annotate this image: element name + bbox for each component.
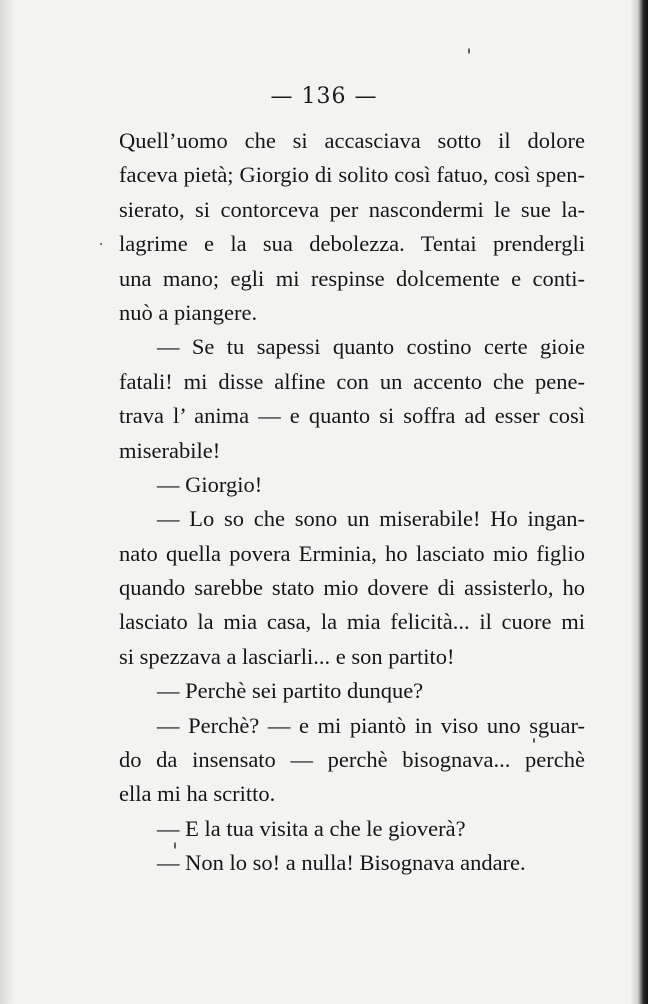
page-number: — 136 — (270, 84, 378, 109)
text-line: faceva pietà; Giorgio di solito così fatuo, così spen- (119, 162, 585, 188)
page-right-edge-shadow (630, 0, 648, 1004)
scan-speck (468, 48, 470, 54)
text-line: do da insensato — perchè bisognava... perchè (119, 747, 585, 773)
text-line: trava l’ anima — e quanto si soffra ad esser così (119, 403, 585, 429)
text-line: — Se tu sapessi quanto costino certe gioie (157, 334, 585, 360)
text-line: — Giorgio! (157, 471, 263, 497)
text-line: Quell’uomo che si accasciava sotto il dolore (119, 128, 585, 153)
text-line: lagrime e la sua debolezza. Tentai prendergli (119, 231, 585, 257)
text-line: miserabile! (119, 437, 221, 463)
scan-speck (533, 738, 535, 743)
text-line: una mano; egli mi respinse dolcemente e conti- (119, 265, 585, 291)
text-line: sierato, si contorceva per nascondermi le sue la- (119, 196, 585, 222)
text-line: nuò a piangere. (119, 299, 258, 325)
text-line: nato quella povera Erminia, ho lasciato mio figlio (119, 540, 585, 566)
text-line: quando sarebbe stato mio dovere di assisterlo, ho (119, 575, 585, 601)
text-line: — Perchè? — e mi piantò in viso uno sguar- (157, 712, 585, 738)
text-line: — Perchè sei partito dunque? (157, 678, 424, 704)
scan-speck (100, 243, 102, 245)
text-line: ella mi ha scritto. (119, 781, 276, 807)
text-line: lasciato la mia casa, la mia felicità... il cuore mi (119, 609, 585, 635)
text-line: — Non lo so! a nulla! Bisognava andare. (157, 850, 526, 876)
text-line: — E la tua visita a che le gioverà? (157, 815, 466, 841)
text-line: si spezzava a lasciarli... e son partito! (119, 643, 455, 669)
page-left-edge-shadow (0, 0, 14, 1004)
text-line: fatali! mi disse alfine con un accento che pene- (119, 368, 585, 394)
scan-speck (174, 842, 176, 849)
body-text (119, 124, 585, 881)
text-line: — Lo so che sono un miserabile! Ho ingan- (157, 506, 585, 532)
